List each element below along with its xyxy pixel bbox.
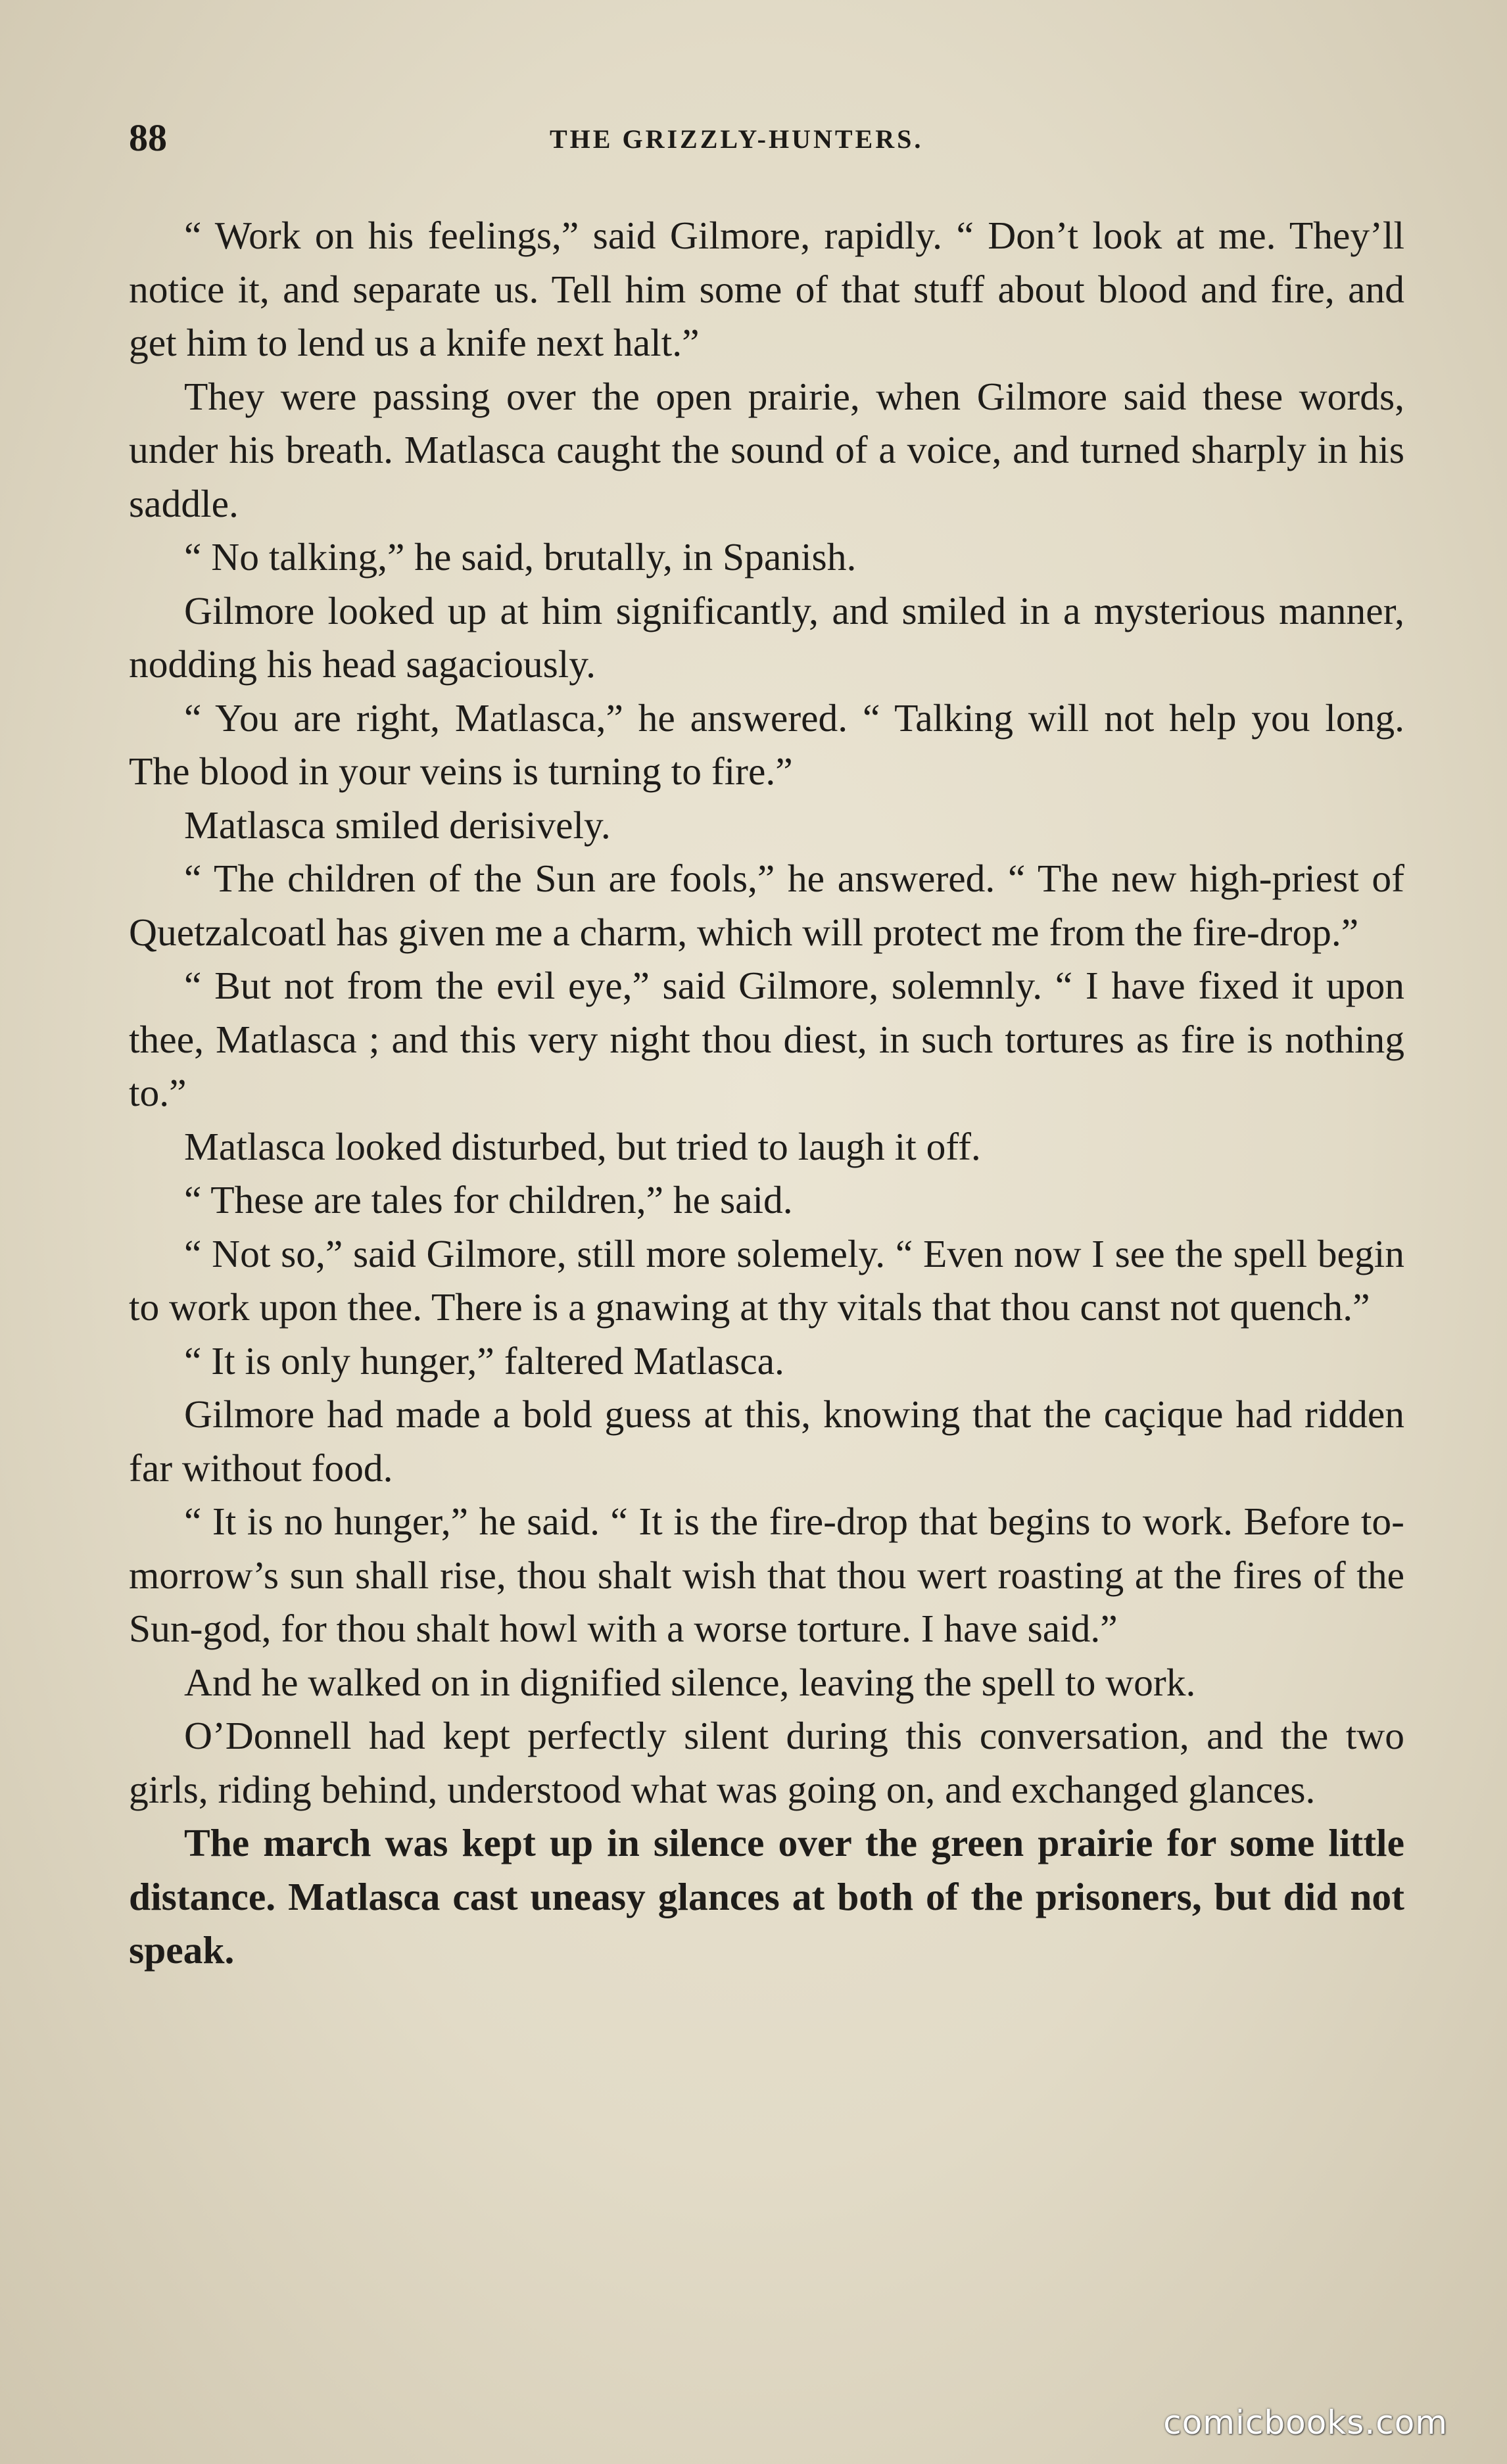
page-header (129, 116, 1404, 168)
paragraph: The march was kept up in silence over the green prairie for some little distance. Matlasca cast uneasy glances at both of the prisoners, but did not speak. (129, 1821, 1404, 1972)
paragraph: “ These are tales for children,” he said. (184, 1178, 793, 1221)
paragraph: “ You are right, Matlasca,” he answered. “ Talking will not help you long. The blood in your veins is turning to fire.” (129, 696, 1404, 793)
site-watermark: comicbooks.com (1163, 2404, 1448, 2442)
paragraph: Gilmore looked up at him significantly, and smiled in a mysterious manner, nodding his head sagaciously. (129, 588, 1404, 686)
paragraph: “ No talking,” he said, brutally, in Spanish. (184, 535, 857, 579)
paragraph: “ But not from the evil eye,” said Gilmore, solemnly. “ I have fixed it upon thee, Matlasca ; and this very night thou diest, in such tortures as fire is nothing to.” (129, 964, 1404, 1114)
paragraph: Matlasca smiled derisively. (184, 803, 611, 847)
paragraph: “ The children of the Sun are fools,” he answered. “ The new high-priest of Quetzalcoatl has given me a charm, which will protect me from the fire-drop.” (129, 857, 1404, 954)
page-number: 88 (129, 116, 167, 159)
running-head: THE GRIZZLY-HUNTERS. (550, 124, 924, 154)
paragraph: Matlasca looked disturbed, but tried to laugh it off. (184, 1124, 981, 1168)
paragraph: “ It is no hunger,” he said. “ It is the fire-drop that begins to work. Before to-morrow’s sun shall rise, thou shalt wish that thou wert roasting at the fires of the Sun-god, for thou shalt howl with a worse torture. I have said.” (129, 1500, 1404, 1650)
paragraph: Gilmore had made a bold guess at this, knowing that the caçique had ridden far without food. (129, 1392, 1404, 1490)
paragraph: And he walked on in dignified silence, leaving the spell to work. (184, 1660, 1196, 1704)
paragraph: “ Not so,” said Gilmore, still more solemely. “ Even now I see the spell begin to work upon thee. There is a gnawing at thy vitals that thou canst not quench.” (129, 1231, 1404, 1329)
body-text (129, 209, 1404, 1978)
paragraph: “ Work on his feelings,” said Gilmore, rapidly. “ Don’t look at me. They’ll notice it, and separate us. Tell him some of that stuff about blood and fire, and get him to lend us a knife next halt.” (129, 214, 1404, 364)
paragraph: O’Donnell had kept perfectly silent during this conversation, and the two girls, riding behind, understood what was going on, and exchanged glances. (129, 1714, 1404, 1811)
paragraph: They were passing over the open prairie, when Gilmore said these words, under his breath. Matlasca caught the sound of a voice, and turned sharply in his saddle. (129, 374, 1404, 525)
paragraph: “ It is only hunger,” faltered Matlasca. (184, 1339, 784, 1383)
